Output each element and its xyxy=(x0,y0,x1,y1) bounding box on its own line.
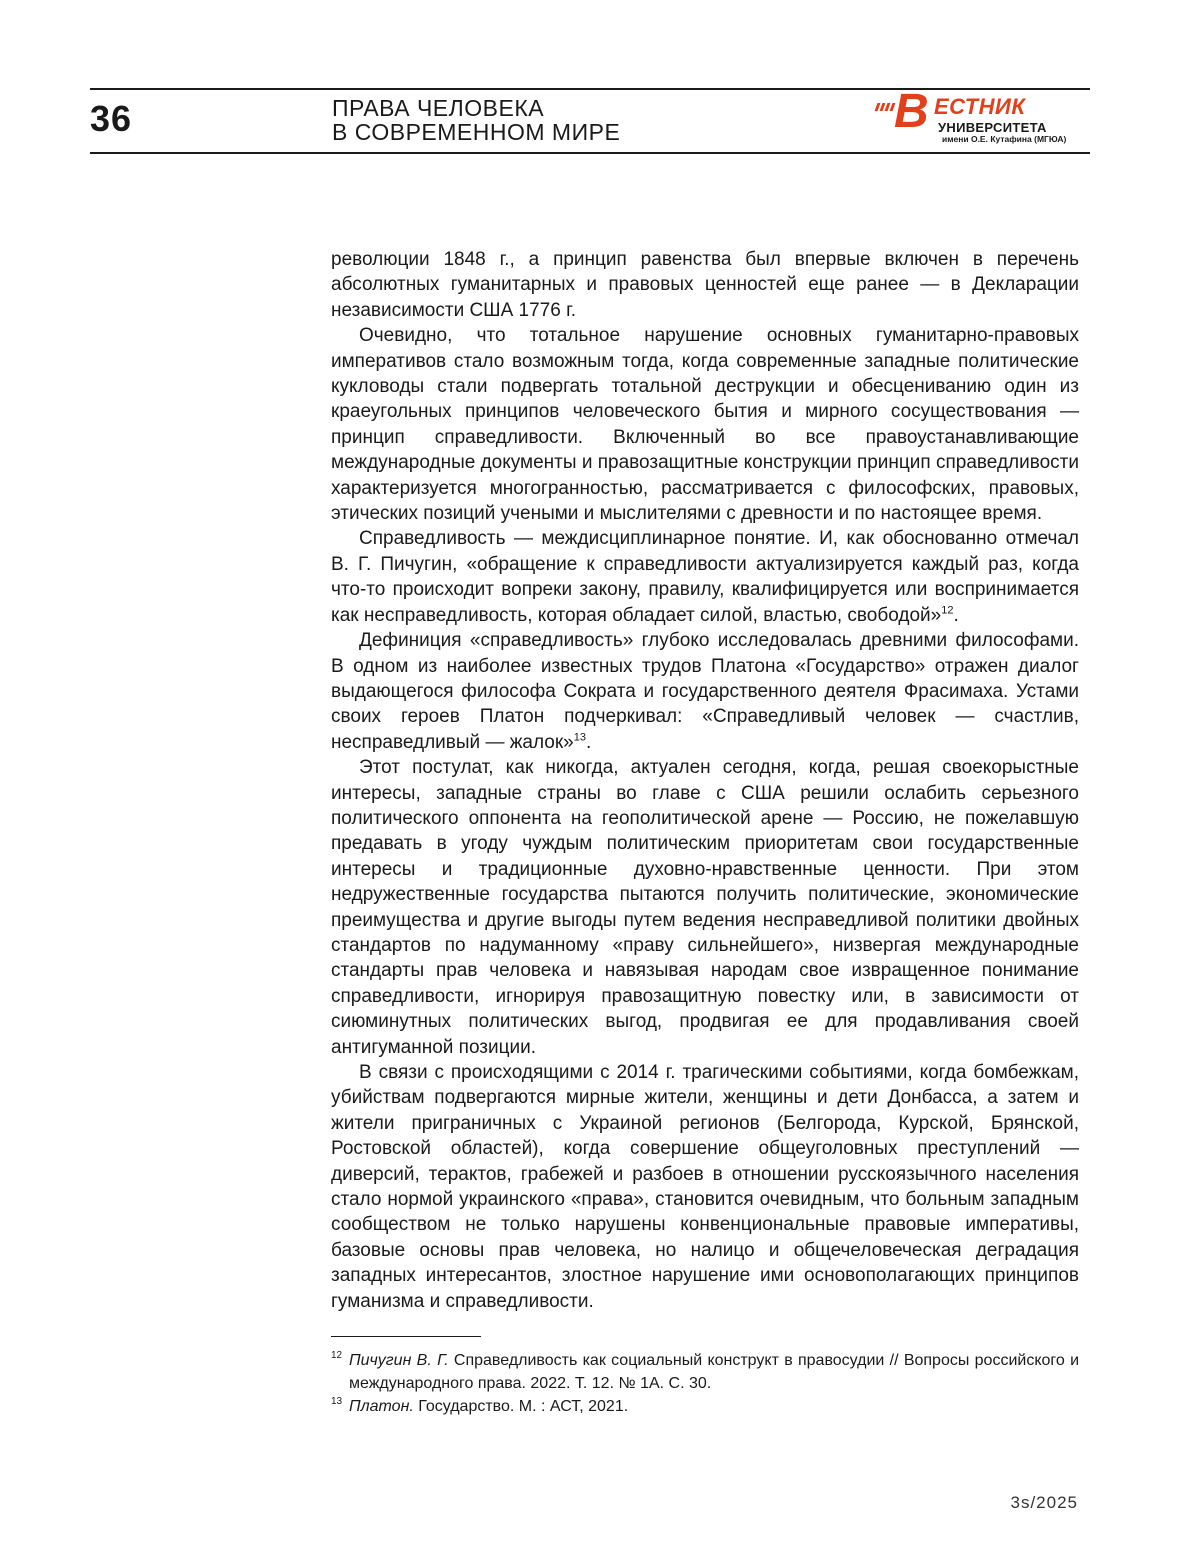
footnote-12 xyxy=(331,1349,1079,1395)
footnote-author: Платон. xyxy=(349,1398,414,1415)
logo-university-name: имени О.Е. Кутафина (МГЮА) xyxy=(942,134,1066,144)
footnote-text: Справедливость как социальный конструкт в правосудии // Вопросы российского и международного права. 2022. Т. 12. № 1А. С. 30. xyxy=(349,1352,1079,1392)
paragraph-5: Этот постулат, как никогда, актуален сегодня, когда, решая своекорыстные интересы, западные страны во главе с США решили ослабить серьезного политического оппонента на геополитической арене — Россию, не пожелавшую предавать в угоду чуждым политическим приоритетам свои государственные интересы и традиционные духовно-нравственные ценности. При этом недружественные государства пытаются получить политические, экономические преимущества и другие выгоды путем ведения несправедливой политики двойных стандартов по надуманному «праву сильнейшего», низвергая международные стандарты прав человека и навязывая народам свое извращенное понимание справедливости, игнорируя правозащитную повестку или, в зависимости от сиюминутных политических выгод, продвигая ее для продавливания своей антигуманной позиции. xyxy=(331,755,1079,1060)
running-header xyxy=(90,88,1090,154)
footnote-ref-12[interactable]: 12 xyxy=(941,604,953,616)
footnote-ref-13[interactable]: 13 xyxy=(574,731,586,743)
footnote-number: 13 xyxy=(331,1395,342,1409)
footnote-author: Пичугин В. Г. xyxy=(349,1352,449,1369)
page-number: 36 xyxy=(90,98,132,140)
paragraph-6: В связи с происходящими с 2014 г. трагическими событиями, когда бомбежкам, убийствам подвергаются мирные жители, женщины и дети Донбасса, а затем и жители приграничных с Украиной регионов (Белгорода, Курской, Брянской, Ростовской областей), когда совершение общеуголовных преступлений — диверсий, терактов, грабежей и разбоев в отношении русскоязычного населения стало нормой украинского «права», становится очевидным, что больным западным сообществом не только нарушены конвенциональные правовые императивы, базовые основы прав человека, но налицо и общечеловеческая деградация западных интересантов, злостное нарушение ими основополагающих принципов гуманизма и справедливости. xyxy=(331,1060,1079,1314)
footnotes xyxy=(331,1349,1079,1418)
paragraph-4: Дефиниция «справедливость» глубоко исследовалась древними философами. В одном из наиболее известных трудов Платона «Государство» отражен диалог выдающегося философа Сократа и государственного деятеля Фрасимаха. Устами своих героев Платон подчеркивал: «Справедливый человек — счастлив, несправедливый — жалок»13. xyxy=(331,628,1079,755)
footnote-text: Государство. М. : АСТ, 2021. xyxy=(414,1398,628,1415)
issue-number: 3s/2025 xyxy=(1011,1493,1079,1513)
logo-subtitle: УНИВЕРСИТЕТА xyxy=(938,120,1047,135)
paragraph-2: Очевидно, что тотальное нарушение основных гуманитарно-правовых императивов стало возможным тогда, когда современные западные политические кукловоды стали подвергать тотальной деструкции и обесцениванию один из краеугольных принципов человеческого бытия и мирного сосуществования — принцип справедливости. Включенный во все правоустанавливающие международные документы и правозащитные конструкции принцип справедливости характеризуется многогранностью, рассматривается с философских, правовых, этических позиций учеными и мыслителями с древности и по настоящее время. xyxy=(331,323,1079,526)
paragraph-1: революции 1848 г., а принцип равенства был впервые включен в перечень абсолютных гуманитарных и правовых ценностей еще ранее — в Декларации независимости США 1776 г. xyxy=(331,247,1079,323)
section-title-line2: В СОВРЕМЕННОМ МИРЕ xyxy=(332,120,620,144)
section-title-line1: ПРАВА ЧЕЛОВЕКА xyxy=(332,96,620,120)
footnote-divider xyxy=(331,1336,481,1337)
logo-letter: В xyxy=(894,84,929,139)
footnote-13 xyxy=(331,1395,1079,1418)
journal-logo xyxy=(876,92,1086,148)
footnote-number: 12 xyxy=(331,1349,342,1363)
section-title xyxy=(332,96,620,144)
paragraph-3: Справедливость — междисциплинарное понятие. И, как обоснованно отмечал В. Г. Пичугин, «обращение к справедливости актуализируется каждый раз, когда что-то происходит вопреки закону, правилу, квалифицируется или воспринимается как несправедливость, которая обладает силой, властью, свободой»12. xyxy=(331,526,1079,628)
article-body xyxy=(331,247,1079,1314)
logo-word: ЕСТНИК xyxy=(934,94,1025,120)
